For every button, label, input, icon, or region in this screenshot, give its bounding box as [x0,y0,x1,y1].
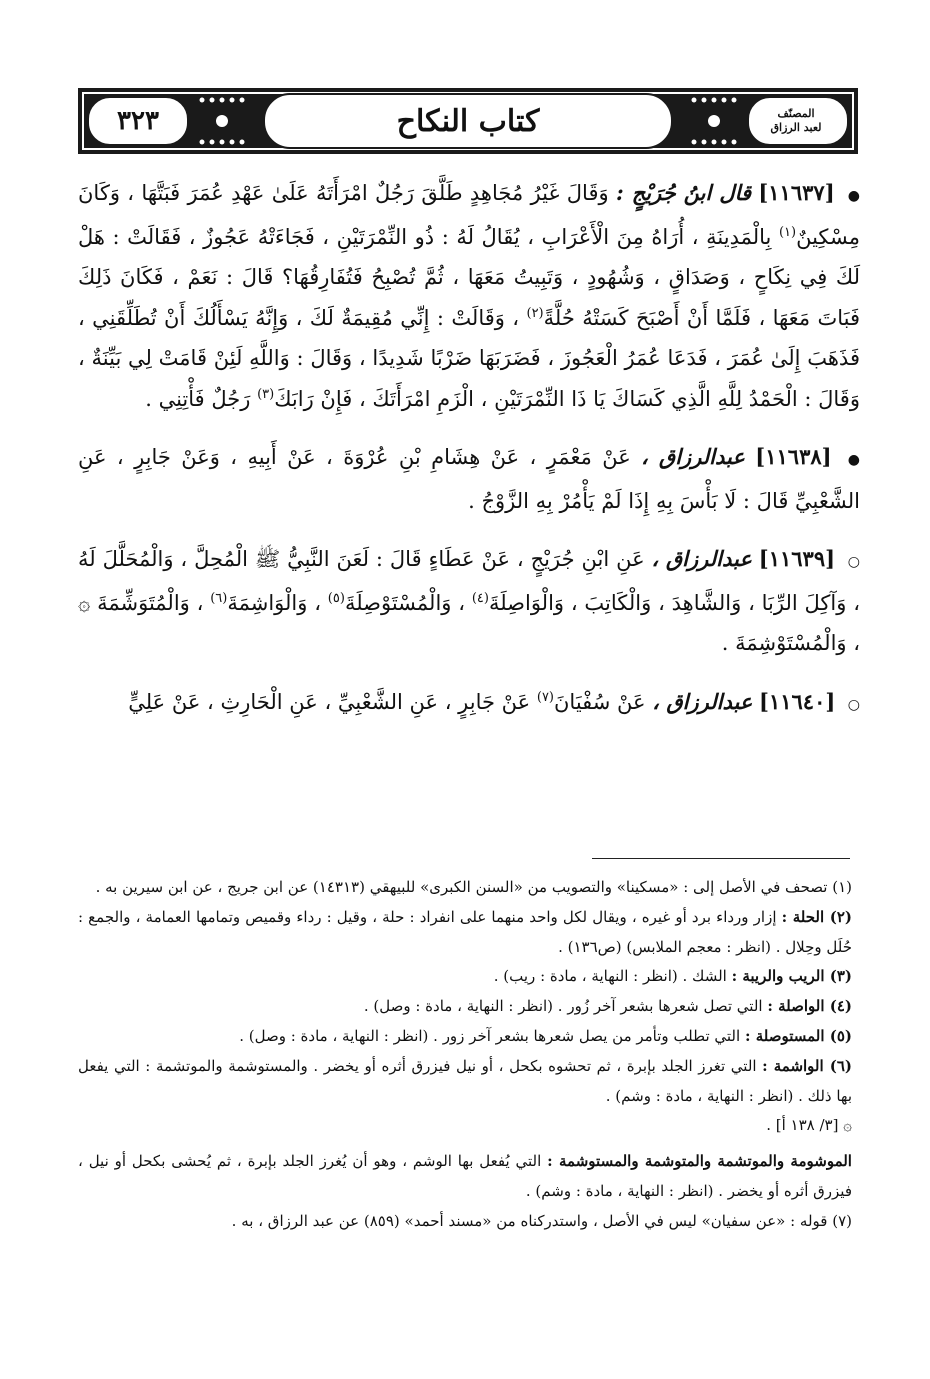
footnote-text: التي تغرز الجلد بإبرة ، ثم تحشوه بكحل ، أو نيل فيزرق أثره أو يخضر . والمستوشمة والموتشمة : التي يفعل بها ذلك . (انظر : النهاية ، مادة : وشم) . [78,1056,852,1105]
footnote-ref[interactable]: (٥) [327,590,345,606]
hadith-number: [١١٦٤٠] [759,688,836,714]
hadith-marker: ● [847,188,860,204]
footnote-text: التي تصل شعرها بشعر آخر زُور . (انظر : النهاية ، مادة : وصل) . [363,997,763,1016]
hadith-11639 [78,539,860,664]
hadith-text: عَنْ مَعْمَرٍ ، عَنْ هِشَامِ بْنِ عُرْوَةَ ، عَنْ أَبِيهِ ، وَعَنْ جَابِرٍ ، عَنِ الشَّعْبِيِّ قَالَ : لَا بَأْسَ بِهِ إِذَا لَمْ يَأْمُرْ بِهِ الزَّوْجُ . [78,445,860,513]
logo-line-1: المصنّف [777,107,815,120]
footnote-text: (٧) قوله : «عن سفيان» ليس في الأصل ، واستدركناه من «مسند أحمد» (٨٥٩) عن عبد الرزاق ، به . [231,1211,852,1230]
footnote-separator [592,858,850,859]
footnote-text: إزار ورداء برد أو غيره ، ويقال لكل واحد منهما على انفراد : حلة ، وقيل : رداء وقميص وتمامها العمامة ، والجمع : حُلَل وحِلال . (انظر : معجم الملابس) (ص١٣٦) . [78,907,852,956]
hadith-11637 [78,173,860,419]
footnote-3 [78,962,852,992]
hadith-marker: ● [847,452,860,468]
hadith-number: [١١٦٣٨] [755,444,832,469]
footnote-page-ref [78,1111,852,1141]
hadith-text: ، وَقَالَتْ : إِنِّي مُقِيمَةٌ لَكَ ، وَإِنَّهُ يَسْأَلُكَ أَنْ تُطَلِّقَنِي ، فَذَهَبَ إِلَىٰ عُمَرَ ، فَدَعَا عُمَرُ الْعَجُوزَ ، فَضَرَبَهَا ضَرْبًا شَدِيدًا ، وَقَالَ : وَاللَّهِ لَئِنْ قَامَتْ لِي بَيِّنَةٌ ، وَقَالَ : الْحَمْدُ لِلَّهِ الَّذِي كَسَاكَ يَا ذَا النِّمْرَتَيْنِ ، الْزَمِ امْرَأَتَكَ ، فَإِنْ رَابَكَ [78,305,860,411]
hadith-11638 [78,437,860,521]
main-text [78,173,860,725]
logo-line-2: لعبد الرزاق [770,121,822,134]
hadith-number: [١١٦٣٩] [758,546,836,571]
footnote-2 [78,903,852,963]
footnote-ref[interactable]: (١) [778,224,797,240]
hadith-text: عَنِ ابْنِ جُرَيْجٍ ، عَنْ عَطَاءٍ قَالَ : لَعَنَ النَّبِيُّ ﷺ الْمُحِلَّ ، وَالْمُحَلَّلَ لَهُ ، وَآكِلَ الرِّبَا ، وَالشَّاهِدَ ، وَالْكَاتِبَ ، وَالْوَاصِلَةَ [78,547,860,615]
footnote-ref[interactable]: (٧) [536,689,554,705]
footnote-6 [78,1052,852,1112]
footnote-text: التي تطلب وتأمر من يصل شعرها بشعر آخر زور . (انظر : النهاية ، مادة : وصل) . [239,1026,741,1045]
footnote-term: (٣) الريب والريبة : [731,967,852,986]
page-header [78,88,858,154]
footnote-text: (١) تصحف في الأصل إلى : «مسكينا» والتصويب من «السنن الكبرى» للبيهقي (١٤٣١٣) عن ابن جريج ، عن ابن سيرين به . [95,878,852,896]
hadith-text: ، وَالْمُتَوَشِّمَةَ ۞ ، وَالْمُسْتَوْشِمَةَ . [78,590,860,655]
footnote-1 [78,873,852,903]
chain-name: عبدالرزاق ، [651,546,752,571]
footnote-ref[interactable]: (٢) [526,305,544,321]
footnote-text: التي يُفعل بها الوشم ، وهو أن يُغرز الجلد بإبرة ، ثم يُحشى بكحل أو نيل ، فيزرق أثره أو يخضر . (انظر : النهاية ، مادة : وشم) . [78,1152,852,1200]
hadith-text: ، وَالْوَاشِمَةَ [227,590,321,615]
footnote-term: (٤) الواصلة : [767,997,852,1016]
footnote-term: (٦) الواشمة : [762,1056,852,1075]
footnote-text: الشك . (انظر : النهاية ، مادة : ريب) . [493,967,727,986]
footnote-term: (٥) المستوصلة : [744,1026,852,1045]
hadith-marker: ○ [847,554,860,570]
footnote-text: ۞ [٣/ ١٣٨ أ] . [766,1116,852,1135]
chain-name: عبدالرزاق ، [641,444,745,469]
hadith-text: وَقَالَ غَيْرُ مُجَاهِدٍ طَلَّقَ رَجُلٌ امْرَأَتَهُ عَلَىٰ عَهْدِ عُمَرَ فَبَتَّهَا ، وَكَانَ مِسْكِينٌ [78,181,860,249]
hadith-text: عَنْ سُفْيَانَ [554,689,646,714]
chain-name: عبدالرزاق ، [652,688,753,714]
hadith-text: ، وَالْمُسْتَوْصِلَةَ [344,590,465,615]
footnote-term: (٢) الحلة : [781,907,852,926]
footnote-ref[interactable]: (٤) [471,590,489,606]
hadith-number: [١١٦٣٧] [758,180,835,205]
footnote-7 [78,1207,852,1237]
footnote-ref[interactable]: (٣) [257,386,275,402]
hadith-text: بِالْمَدِينَةِ ، أُرَاهُ مِنَ الْأَعْرَابِ ، يُقَالُ لَهُ : ذُو النِّمْرَتَيْنِ ، فَجَاءَتْهُ عَجُوزٌ ، فَقَالَتْ : هَلْ لَكَ فِي نِكَاحٍ ، وَصَدَاقٍ ، وَشُهُودٍ ، وَتَبِيتُ مَعَهَا ، ثُمَّ تُصْبِحُ فَتُفَارِقُهَا؟ قَالَ : نَعَمْ ، فَكَانَ ذَلِكَ فَبَاتَ مَعَهَا ، فَلَمَّا أَنْ أَصْبَحَ كَسَتْهُ حُلَّةً [78,224,860,330]
footnote-4 [78,992,852,1022]
footnote-term: الموشومة والموتشمة والمتوشمة والمستوشمة : [547,1152,852,1171]
hadith-11640 [78,682,860,726]
chain-name: قال ابنُ جُرَيْجٍ : [615,180,751,205]
hadith-marker: ○ [847,696,860,713]
footnote-ref[interactable]: (٦) [210,590,228,606]
book-logo [746,98,846,144]
hadith-text: رَجُلٌ فَأْتِنِي . [145,386,251,411]
hadith-text: عَنْ جَابِرٍ ، عَنِ الشَّعْبِيِّ ، عَنِ الْحَارِثِ ، عَنْ عَلِيٍّ [128,689,531,714]
footnote-5 [78,1022,852,1052]
footnote-editor-note [78,1147,852,1207]
page-number: ٣٢٣ [117,106,159,136]
chapter-title: كتاب النكاح [396,103,540,139]
footnotes [78,873,852,1237]
